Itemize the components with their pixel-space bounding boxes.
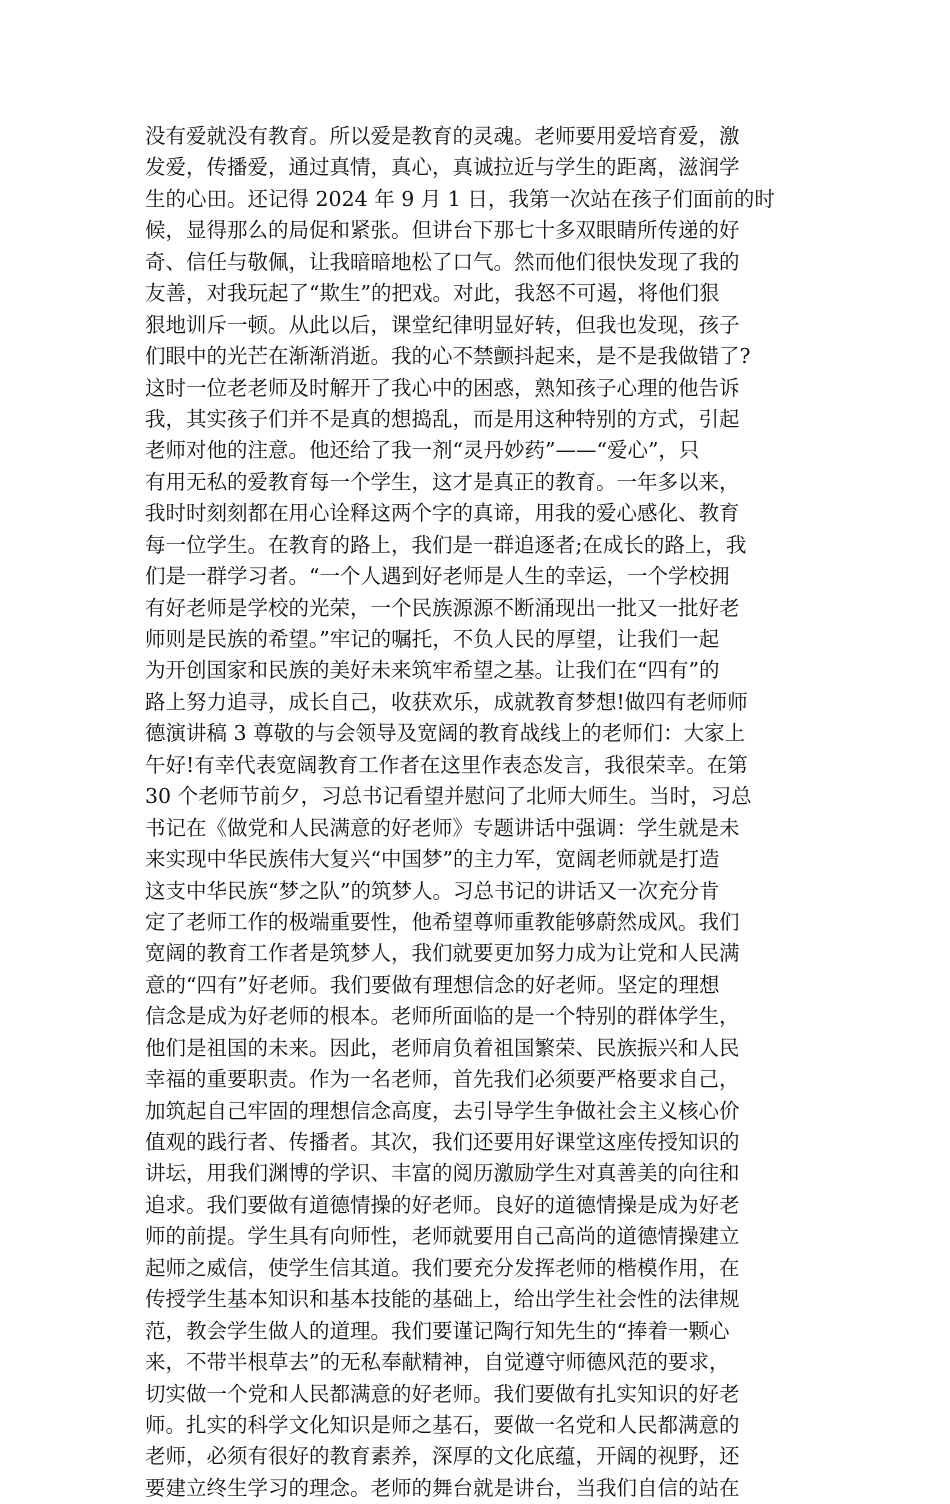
text-line: 我，其实孩子们并不是真的想捣乱，而是用这种特别的方式，引起 xyxy=(145,406,740,431)
text-line: 狠地训斥一顿。从此以后，课堂纪律明显好转，但我也发现，孩子 xyxy=(145,312,740,337)
text-line: 师。扎实的科学文化知识是师之基石，要做一名党和人民都满意的 xyxy=(145,1412,740,1437)
text-line: 起师之威信，使学生信其道。我们要充分发挥老师的楷模作用，在 xyxy=(145,1255,740,1280)
text-line: 午好!有幸代表宽阔教育工作者在这里作表态发言，我很荣幸。在第 xyxy=(145,752,748,777)
text-line: 信念是成为好老师的根本。老师所面临的是一个特别的群体学生， xyxy=(145,1004,740,1029)
text-line: 幸福的重要职责。作为一名老师，首先我们必须要严格要求自己， xyxy=(145,1067,740,1092)
text-line: 要建立终生学习的理念。老师的舞台就是讲台，当我们自信的站在 xyxy=(145,1475,740,1500)
text-line: 师的前提。学生具有向师性，老师就要用自己高尚的道德情操建立 xyxy=(145,1224,740,1249)
text-line: 书记在《做党和人民满意的好老师》专题讲话中强调：学生就是未 xyxy=(145,815,740,840)
body-text xyxy=(145,121,811,1504)
text-line: 发爱，传播爱，通过真情，真心，真诚拉近与学生的距离，滋润学 xyxy=(145,155,740,180)
text-line: 们是一群学习者。“一个人遇到好老师是人生的幸运，一个学校拥 xyxy=(145,564,730,589)
text-line: 传授学生基本知识和基本技能的基础上，给出学生社会性的法律规 xyxy=(145,1287,740,1312)
text-line: 这支中华民族“梦之队”的筑梦人。习总书记的讲话又一次充分肯 xyxy=(145,878,720,903)
text-line: 奇、信任与敬佩，让我暗暗地松了口气。然而他们很快发现了我的 xyxy=(145,249,740,274)
text-line: 没有爱就没有教育。所以爱是教育的灵魂。老师要用爱培育爱，激 xyxy=(145,124,740,148)
text-line: 来，不带半根草去”的无私奉献精神，自觉遵守师德风范的要求， xyxy=(145,1350,730,1375)
text-line: 值观的践行者、传播者。其次，我们还要用好课堂这座传授知识的 xyxy=(145,1130,740,1154)
text-line: 德演讲稿 3 尊敬的与会领导及宽阔的教育战线上的老师们：大家上 xyxy=(145,721,746,746)
text-line: 宽阔的教育工作者是筑梦人，我们就要更加努力成为让党和人民满 xyxy=(145,941,740,966)
text-line: 老师，必须有很好的教育素养，深厚的文化底蕴，开阔的视野，还 xyxy=(145,1444,740,1469)
text-line: 友善，对我玩起了“欺生”的把戏。对此，我怒不可遏，将他们狠 xyxy=(145,281,720,306)
text-line: 生的心田。还记得 2024 年 9 月 1 日，我第一次站在孩子们面前的时 xyxy=(145,186,775,211)
text-line: 为开创国家和民族的美好未来筑牢希望之基。让我们在“四有”的 xyxy=(145,658,720,683)
text-line: 师则是民族的希望。”牢记的嘱托，不负人民的厚望，让我们一起 xyxy=(145,627,720,651)
text-line: 们眼中的光芒在渐渐消逝。我的心不禁颤抖起来，是不是我做错了? xyxy=(145,344,751,369)
text-line: 每一位学生。在教育的路上，我们是一群追逐者;在成长的路上，我 xyxy=(145,532,747,557)
text-line: 这时一位老老师及时解开了我心中的困惑，熟知孩子心理的他告诉 xyxy=(145,375,740,400)
text-line: 老师对他的注意。他还给了我一剂“灵丹妙药”——“爱心”，只 xyxy=(145,438,700,463)
text-line: 来实现中华民族伟大复兴“中国梦”的主力军，宽阔老师就是打造 xyxy=(145,847,720,872)
text-line: 讲坛，用我们渊博的学识、丰富的阅历激励学生对真善美的向往和 xyxy=(145,1161,740,1186)
text-line: 有用无私的爱教育每一个学生，这才是真正的教育。一年多以来， xyxy=(145,469,740,494)
text-line: 30 个老师节前夕，习总书记看望并慰问了北师大师生。当时，习总 xyxy=(145,784,752,809)
text-line: 加筑起自己牢固的理想信念高度，去引导学生争做社会主义核心价 xyxy=(145,1098,740,1123)
text-line: 候，显得那么的局促和紧张。但讲台下那七十多双眼睛所传递的好 xyxy=(145,218,740,243)
text-line: 我时时刻刻都在用心诠释这两个字的真谛，用我的爱心感化、教育 xyxy=(145,501,740,526)
text-line: 有好老师是学校的光荣，一个民族源源不断涌现出一批又一批好老 xyxy=(145,595,740,620)
text-line: 切实做一个党和人民都满意的好老师。我们要做有扎实知识的好老 xyxy=(145,1381,740,1406)
text-line: 意的“四有”好老师。我们要做有理想信念的好老师。坚定的理想 xyxy=(145,972,720,997)
text-line: 路上努力追寻，成长自己，收获欢乐，成就教育梦想!做四有老师师 xyxy=(145,689,748,714)
text-line: 他们是祖国的未来。因此，老师肩负着祖国繁荣、民族振兴和人民 xyxy=(145,1035,740,1060)
text-line: 定了老师工作的极端重要性，他希望尊师重教能够蔚然成风。我们 xyxy=(145,909,740,934)
text-line: 范，教会学生做人的道理。我们要谨记陶行知先生的“捧着一颗心 xyxy=(145,1318,730,1343)
text-line: 追求。我们要做有道德情操的好老师。良好的道德情操是成为好老 xyxy=(145,1192,740,1217)
